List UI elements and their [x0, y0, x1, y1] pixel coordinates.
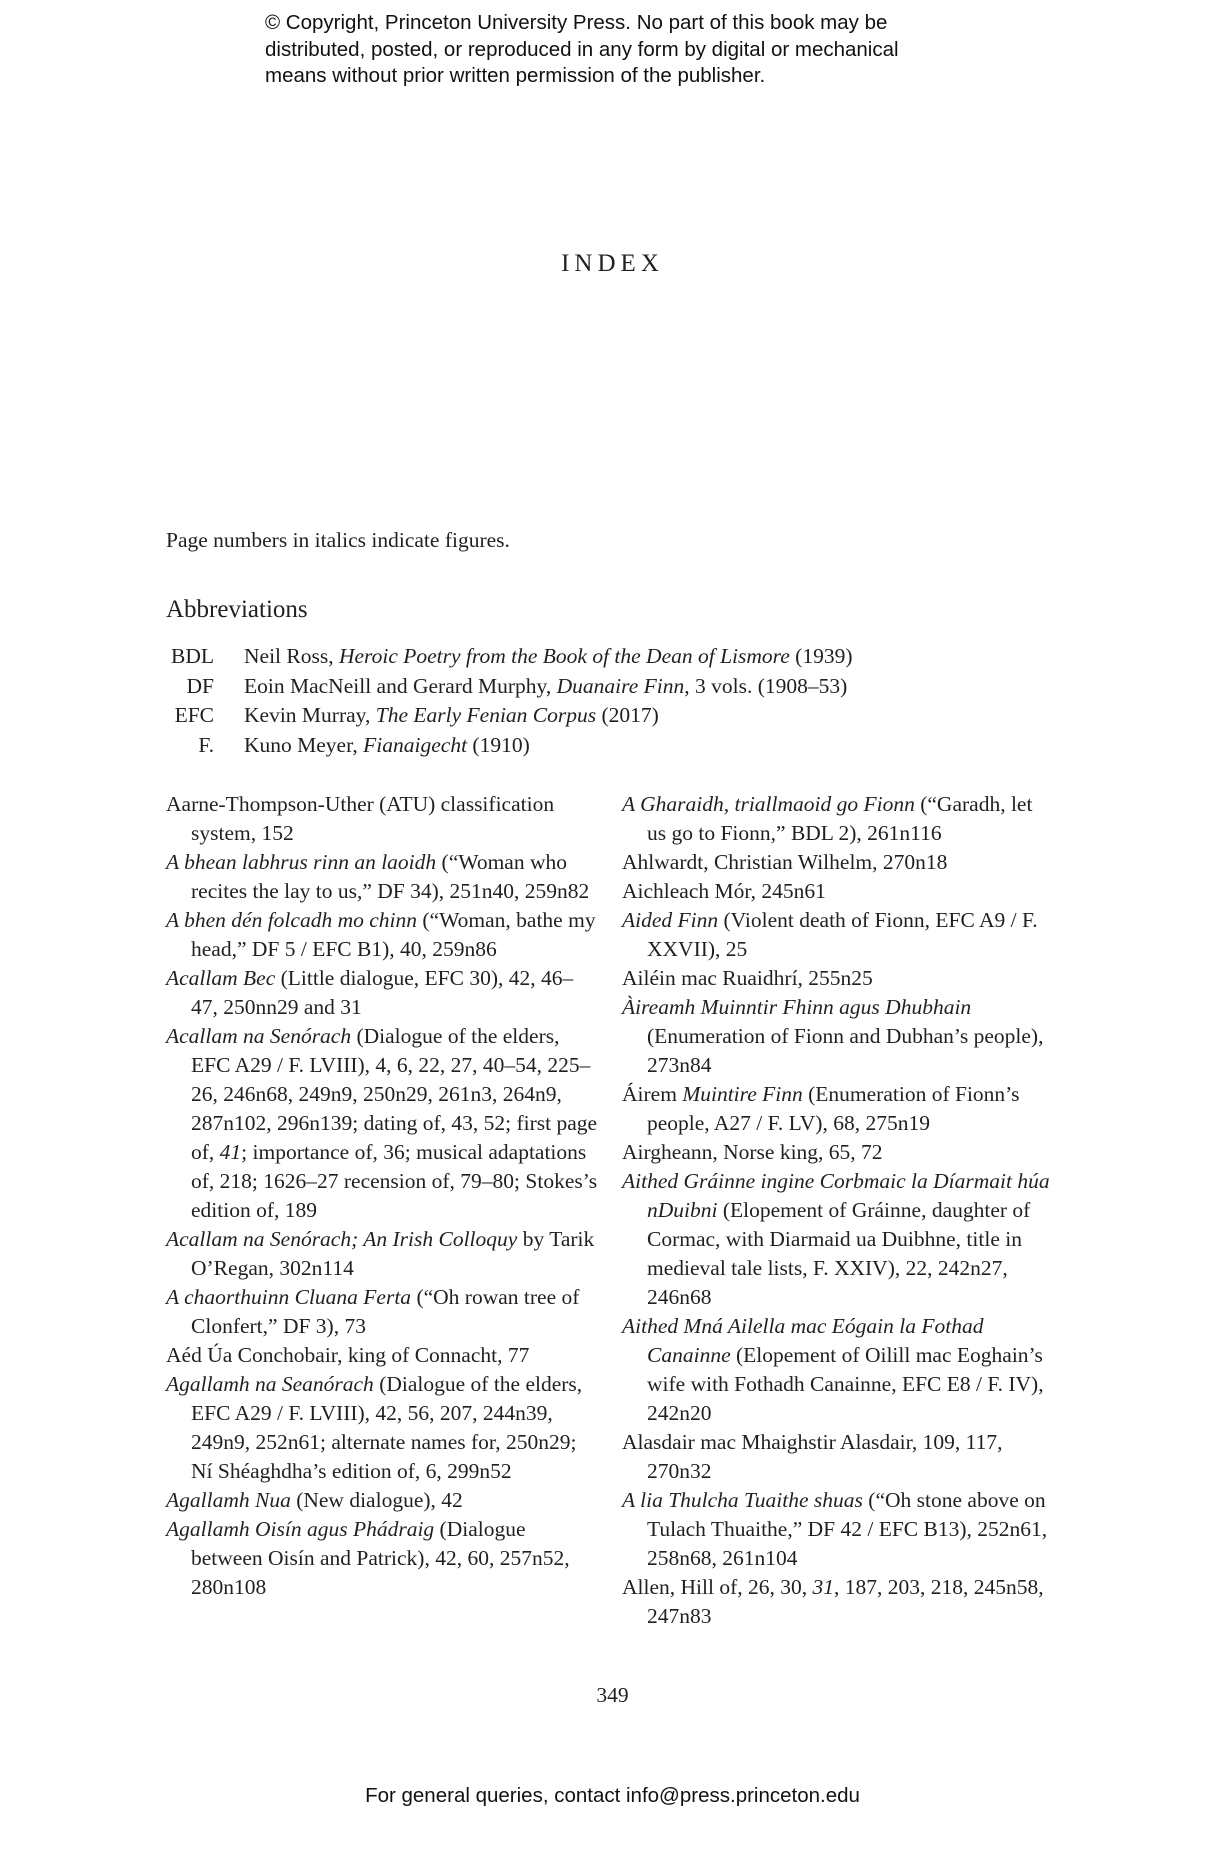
- index-entry: Acallam na Senórach (Dialogue of the elders, EFC A29 / F. LVIII), 4, 6, 22, 27, 40–54, 225–26, 246n68, 249n9, 250n29, 261n3, 264n9, 287n102, 296n139; dating of, 43, 52; first page of, 41; importance of, 36; musical adaptations of, 218; 1626–27 recension of, 79–80; Stokes’s edition of, 189: [166, 1024, 598, 1222]
- index-entry: A bhean labhrus rinn an laoidh (“Woman who recites the lay to us,” DF 34), 251n40, 259n82: [166, 850, 590, 903]
- abbreviation-text: Eoin MacNeill and Gerard Murphy, Duanaire Finn, 3 vols. (1908–53): [244, 673, 848, 698]
- abbreviation-row: [166, 731, 853, 761]
- index-column-right: [622, 790, 1054, 1631]
- abbreviation-text: Neil Ross, Heroic Poetry from the Book of the Dean of Lismore (1939): [244, 644, 853, 668]
- copyright-line: means without prior written permission of the publisher.: [265, 64, 766, 87]
- index-entry: Aichleach Mór, 245n61: [622, 879, 826, 903]
- index-entry: Allen, Hill of, 26, 30, 31, 187, 203, 218, 245n58, 247n83: [622, 1575, 1044, 1628]
- index-entry: Àireamh Muinntir Fhinn agus Dhubhain (Enumeration of Fionn and Dubhan’s people), 273n84: [622, 995, 1044, 1077]
- index-entry: A lia Thulcha Tuaithe shuas (“Oh stone above on Tulach Thuaithe,” DF 42 / EFC B13), 252n61, 258n68, 261n104: [622, 1488, 1048, 1570]
- index-entry: Alasdair mac Mhaighstir Alasdair, 109, 117, 270n32: [622, 1430, 1003, 1483]
- index-entry: A chaorthuinn Cluana Ferta (“Oh rowan tree of Clonfert,” DF 3), 73: [166, 1285, 580, 1338]
- index-entry: Áirem Muintire Finn (Enumeration of Fionn’s people, A27 / F. LV), 68, 275n19: [622, 1082, 1020, 1135]
- index-entry: A bhen dén folcadh mo chinn (“Woman, bathe my head,” DF 5 / EFC B1), 40, 259n86: [166, 908, 596, 961]
- index-entry: Ailéin mac Ruaidhrí, 255n25: [622, 966, 873, 990]
- copyright-notice: [265, 10, 1025, 90]
- abbreviation-row: [166, 642, 853, 672]
- abbreviation-code: F.: [198, 732, 214, 757]
- index-entry: Aarne-Thompson-Uther (ATU) classification system, 152: [166, 792, 555, 845]
- index-entry: Agallamh Oisín agus Phádraig (Dialogue between Oisín and Patrick), 42, 60, 257n52, 280n108: [166, 1517, 570, 1599]
- abbreviation-code: DF: [186, 673, 214, 698]
- page-number: 349: [596, 1683, 629, 1707]
- index-entry: Aéd Úa Conchobair, king of Connacht, 77: [166, 1343, 530, 1367]
- abbreviation-code: EFC: [174, 703, 214, 727]
- copyright-line: © Copyright, Princeton University Press. No part of this book may be: [265, 11, 888, 34]
- footer-contact: For general queries, contact info@press.princeton.edu: [365, 1784, 860, 1807]
- index-entry: Agallamh na Seanórach (Dialogue of the elders, EFC A29 / F. LVIII), 42, 56, 207, 244n39, 249n9, 252n61; alternate names for, 250n29; Ní Shéaghdha’s edition of, 6, 299n52: [166, 1372, 583, 1483]
- index-entry: Acallam na Senórach; An Irish Colloquy by Tarik O’Regan, 302n114: [166, 1227, 595, 1280]
- index-entry: A Gharaidh, triallmaoid go Fionn (“Garadh, let us go to Fionn,” BDL 2), 261n116: [622, 792, 1033, 845]
- abbreviation-row: [166, 701, 853, 731]
- index-entry: Aithed Mná Ailella mac Eógain la Fothad Canainne (Elopement of Oilill mac Eoghain’s wife with Fothadh Canainne, EFC E8 / F. IV), 242n20: [622, 1314, 1044, 1425]
- abbreviations-heading: Abbreviations: [166, 596, 308, 623]
- abbreviations-list: [166, 642, 853, 760]
- abbreviation-code: BDL: [171, 644, 214, 668]
- abbreviation-row: [166, 672, 853, 702]
- index-column-left: [166, 790, 598, 1602]
- index-entry: Airgheann, Norse king, 65, 72: [622, 1140, 883, 1164]
- index-entry: Agallamh Nua (New dialogue), 42: [166, 1488, 463, 1512]
- index-entry: Acallam Bec (Little dialogue, EFC 30), 42, 46–47, 250nn29 and 31: [166, 966, 574, 1019]
- index-entry: Aided Finn (Violent death of Fionn, EFC A9 / F. XXVII), 25: [622, 908, 1038, 961]
- page-title: INDEX: [561, 250, 664, 277]
- index-entry: Aithed Gráinne ingine Corbmaic la Díarmait húa nDuibni (Elopement of Gráinne, daughter of Cormac, with Diarmaid ua Duibhne, title in medieval tale lists, F. XXIV), 22, 242n27, 246n68: [622, 1169, 1050, 1309]
- copyright-line: distributed, posted, or reproduced in any form by digital or mechanical: [265, 37, 899, 61]
- index-entry: Ahlwardt, Christian Wilhelm, 270n18: [622, 850, 948, 874]
- italics-note: Page numbers in italics indicate figures.: [166, 528, 510, 552]
- abbreviation-text: Kuno Meyer, Fianaigecht (1910): [244, 732, 530, 757]
- abbreviation-text: Kevin Murray, The Early Fenian Corpus (2017): [244, 703, 659, 727]
